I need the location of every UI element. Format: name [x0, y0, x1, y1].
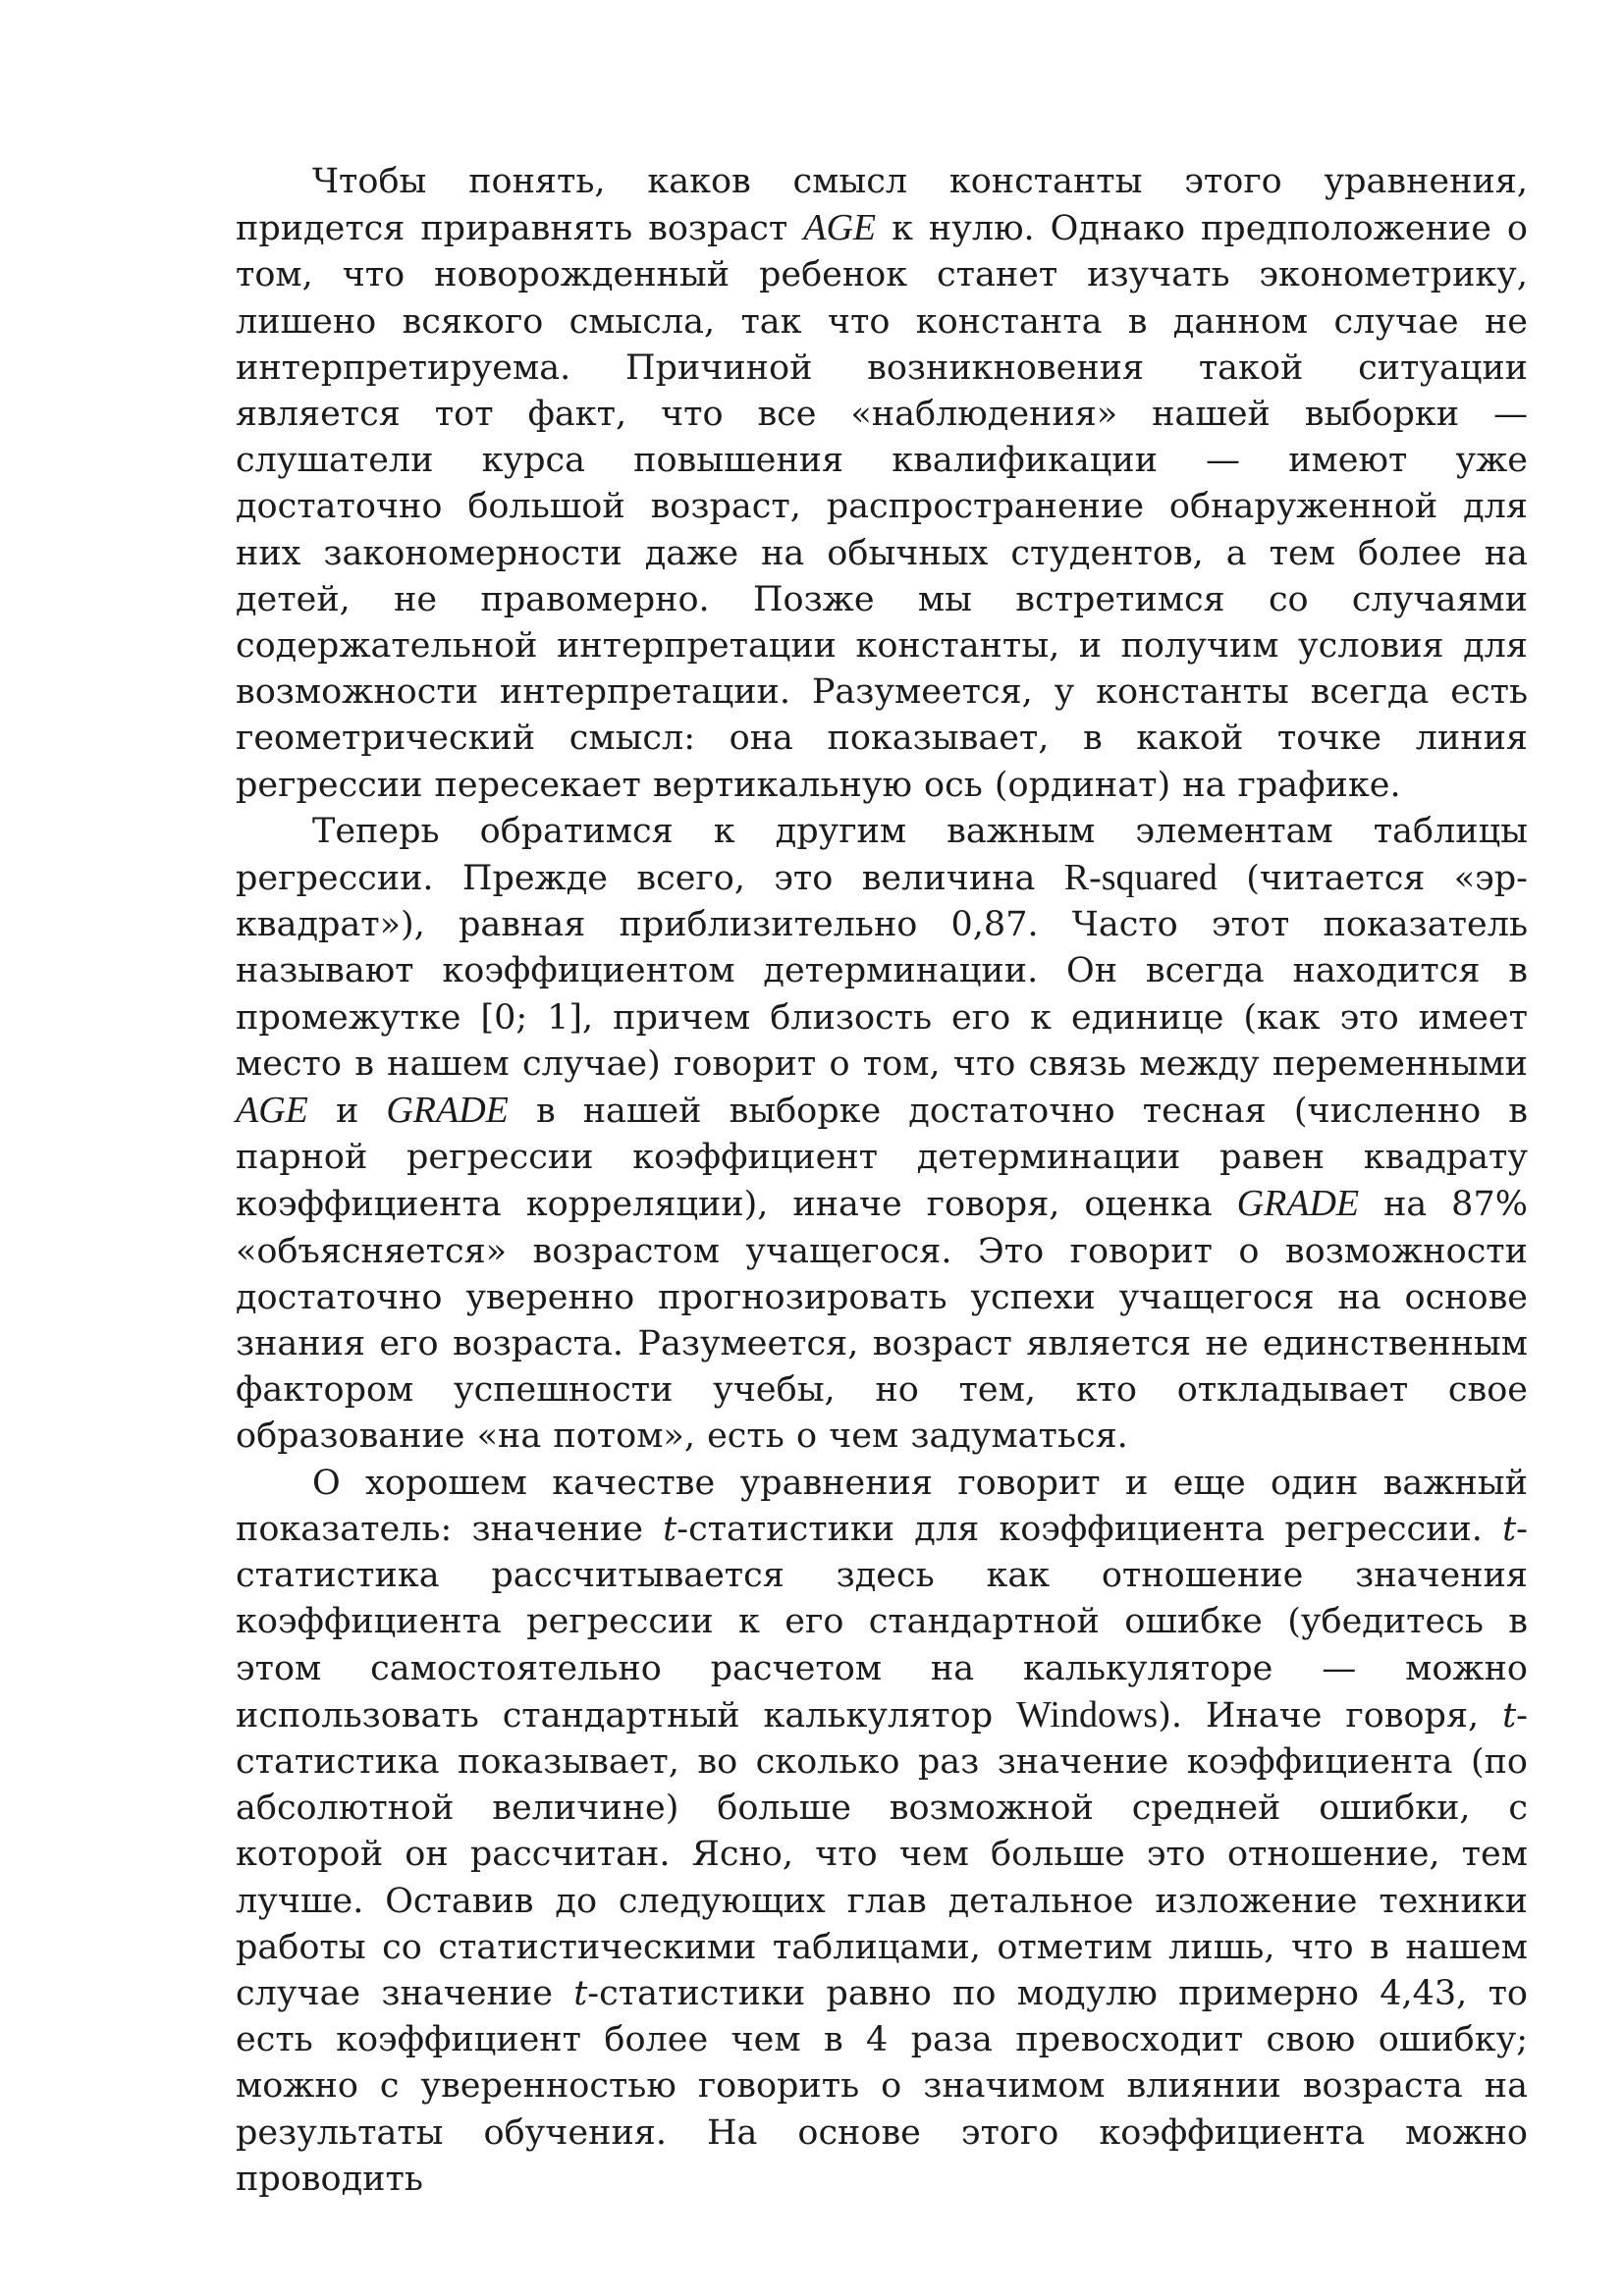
italic-symbol: t — [663, 1509, 677, 1549]
paragraph-r-squared — [236, 809, 1528, 1461]
variable-name: AGE — [236, 1090, 308, 1132]
italic-symbol: t — [1502, 1695, 1517, 1735]
text-run: -статистика рассчитывается здесь как отношение значения коэффициента регрессии к его стандартной ошибке (убедитесь в этом самостоятельно расчетом на калькуляторе — можно использовать стандартный калькулятор — [236, 1509, 1528, 1735]
text-run: -статистики равно по модулю примерно 4,43, то есть коэффициент более чем в 4 раза превосходит свою ошибку; можно с уверенностью говорить о значимом влиянии возраста на результаты обучения. На основе этого коэффициента можно проводить — [236, 1973, 1529, 2199]
variable-name: GRADE — [386, 1090, 509, 1132]
variable-name: AGE — [803, 207, 877, 249]
text-run: в нашей выборке достаточно тесная (численно в парной регрессии коэффициент детерминации равен квадрату коэффициента корреляции), иначе говоря, оценка — [236, 1092, 1528, 1225]
text-run: R-squared — [1063, 857, 1218, 899]
text-run: ). Иначе говоря, — [1158, 1695, 1503, 1735]
text-run: Теперь обратимся к другим важным элементам таблицы регрессии. Прежде всего, это величина — [236, 811, 1528, 899]
text-run: и — [307, 1092, 387, 1132]
italic-symbol: t — [1502, 1509, 1517, 1549]
paragraph-constant-meaning — [236, 159, 1528, 809]
text-run: на 87% «объясняется» возрастом учащегося. Это говорит о возможности достаточно уверенно прогнозировать успехи учащегося на основе знания его возраста. Разумеется, возраст является не единственным фактором успешности учебы, но тем, кто откладывает свое образование «на потом», есть о чем задуматься. — [236, 1185, 1528, 1457]
text-run: к нулю. Однако предположение о том, что новорожденный ребенок станет изучать эконометрику, лишено всякого смысла, так что константа в данном случае не интерпретируема. Причиной возникновения такой ситуации является тот факт, что все «наблюдения» нашей выборки — слушатели курса повышения квалификации — имеют уже достаточно большой возраст, распространение обнаруженной для них закономерности даже на обычных студентов, а тем более на детей, не правомерно. Позже мы встретимся со случаями содержательной интерпретации константы, и получим условия для возможности интерпретации. Разумеется, у константы всегда есть геометрический смысл: она показывает, в какой точке линия регрессии пересекает вертикальную ось (ординат) на графике. — [236, 209, 1528, 805]
paragraph-t-statistic — [236, 1461, 1528, 2203]
text-run: -статистики для коэффициента регрессии. — [677, 1509, 1503, 1549]
text-run: Windows — [1016, 1693, 1159, 1735]
text-run: -статистика показывает, во сколько раз значение коэффициента (по абсолютной величине) больше возможной средней ошибки, с которой он рассчитан. Ясно, что чем больше это отношение, тем лучше. Оставив до следующих глав детальное изложение техники работы со статистическими таблицами, отметим лишь, что в нашем случае значение — [236, 1695, 1528, 2013]
variable-name: GRADE — [1236, 1183, 1360, 1225]
document-page — [236, 159, 1528, 2203]
italic-symbol: t — [573, 1973, 588, 2013]
text-run: (читается «эр-квадрат»), равная приблизительно 0,87. Часто этот показатель называют коэффициентом детерминации. Он всегда находится в промежутке [0; 1], причем близость его к единице (как это имеет место в нашем случае) говорит о том, что связь между переменными — [236, 859, 1528, 1084]
text-run: Чтобы понять, каков смысл константы этого уравнения, придется приравнять возраст — [236, 162, 1528, 249]
text-run: О хорошем качестве уравнения говорит и еще один важный показатель: значение — [236, 1463, 1528, 1549]
